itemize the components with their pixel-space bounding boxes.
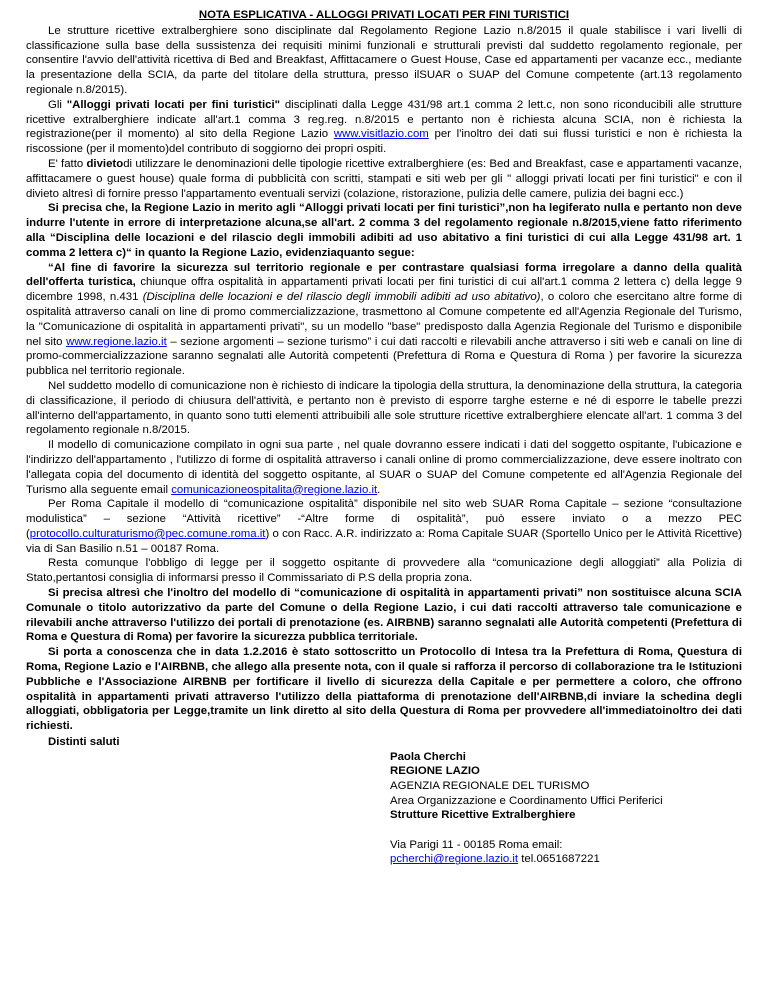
- closing-salutation: Distinti saluti: [48, 736, 120, 749]
- signature-org: REGIONE LAZIO: [390, 765, 480, 778]
- text-run: Per Roma Capitale il modello di “comunicazione ospitalità” disponibile nel sito web SUAR Roma Capitale – sezione “consultazione modulistica” – sezione “Attività ricettive” -“Altre forme di ospitalità”, può essere inviato o a mezzo PEC (: [26, 498, 742, 540]
- signature-block: [390, 750, 742, 867]
- signature-email-link[interactable]: pcherchi@regione.lazio.it: [390, 853, 519, 866]
- italic-text: (Disciplina delle locazioni e del rilascio degli immobili adibiti ad uso abitativo): [142, 291, 541, 304]
- text-run: Gli: [48, 98, 67, 111]
- paragraph-comunicazione: [26, 438, 742, 497]
- bold-text: divieto: [86, 157, 124, 170]
- text-run: E' fatto: [48, 157, 87, 170]
- bold-text: "Alloggi privati locati per fini turistici": [66, 98, 281, 111]
- paragraph-modello: Nel suddetto modello di comunicazione non è richiesto di indicare la tipologia della struttura, la denominazione della struttura, la categoria di classificazione, il periodo di chiusura dell'attività, e pertanto non è previsto di esporre targhe esterne e né di esporre le tabelle prezzi all'interno dell'appartamento, in quanto sono tutti elementi attribuibili alle sole strutture ricettive extralberghiere elencate all'art. 1 comma 3 del regolamento regionale n.8/2015.: [26, 379, 742, 437]
- text-run: di utilizzare le denominazioni delle tipologie ricettive extralberghiere (es: Bed and Breakfast, case e appartamenti vacanze, affittacamere o guest house) quale forma di pubblicità con scritti, stampati e siti web per gli " alloggi privati locati per fini turistici" e con il divieto altresì di fornire presso l'appartamento eventuali servizi (colazione, ristorazione, pulizia delle camere, pulizia dei bagni ecc.): [26, 157, 742, 200]
- paragraph-divieto: [26, 157, 742, 201]
- signature-gap: [390, 823, 742, 838]
- paragraph-roma-capitale: [26, 497, 742, 556]
- text-run: – sezione argomenti – sezione turismo” i cui dati raccolti e rilevabili anche attraverso i siti web e canali on line di promo-commercializzazione saranno segnalati alle Autorità competenti (Prefettura di Roma e Questura di Roma ) per favorire la sicurezza pubblica nel territorio regionale.: [26, 335, 742, 378]
- regione-lazio-link[interactable]: www.regione.lazio.it: [66, 335, 167, 348]
- paragraph-quote: [26, 261, 742, 379]
- text-run: ) o con Racc. A.R. indirizzato a: Roma Capitale SUAR (Sportello Unico per le Attività Ricettive) via di San Basilio n.51 – 00187 Roma.: [26, 527, 742, 555]
- paragraph-precisa: Si precisa che, la Regione Lazio in merito agli “Alloggi privati locati per fini turistici”,non ha legiferato nulla e pertanto non deve indurre l'utente in errore di interpretazione alcuna,se all'art. 2 comma 3 del regolamento regionale n.8/2015,viene fatto riferimento alla “Disciplina delle locazioni e del rilascio degli immobili adibiti ad uso abitativo a fini turistici di cui alla Legge 431/98 art. 1 comma 2 lettera c)“ in quanto la Regione Lazio, evidenziaquanto segue:: [26, 202, 742, 259]
- pec-link[interactable]: protocollo.culturaturismo@pec.comune.roma.it: [29, 527, 266, 540]
- text-run: disciplinati dalla Legge 431/98 art.1 comma 2 lett.c, non sono riconducibili alle strutture ricettive extralberghiere indicate all'art.1 comma 3 reg.reg. n.8/2015 e pertanto non è richiesta alcuna SCIA, non è richiesta la registrazione(per il momento) al sito della Regione Lazio: [26, 98, 743, 141]
- paragraph-precisa-altresi: Si precisa altresì che l'inoltro del modello di “comunicazione di ospitalità in appartamenti privati” non sostituisce alcuna SCIA Comunale o titolo autorizzativo da parte del Comune o della Regione Lazio, i cui dati raccolti attraverso tale comunicazione e rilevabili anche attraverso l'utilizzo dei portali di prenotazione (es. AIRBNB) saranno segnalati alle Autorità competenti (Prefettura di Roma e Questura di Roma) per favorire la sicurezza pubblica territoriale.: [26, 587, 742, 644]
- visitlazio-link[interactable]: www.visitlazio.com: [333, 128, 429, 141]
- signature-area: Area Organizzazione e Coordinamento Uffici Periferici: [390, 794, 663, 807]
- signature-tel: tel.0651687221: [518, 853, 600, 866]
- paragraph-intro: Le strutture ricettive extralberghiere sono disciplinate dal Regolamento Regione Lazio n.8/2015 il quale stabilisce i vari livelli di classificazione sulla base della sussistenza dei requisiti minimi funzionali e strutturali previsti dal suddetto regolamento regionale, per consentire l'avvio dell'attività ricettiva di Bed and Breakfast, Affittacamere o Guest House, Case ed appartamenti per vacanze ecc., mediante la presentazione della SCIA, da parte del titolare della struttura, presso ilSUAR o SUAP del Comune competente (art.13 regolamento regionale n.8/2015).: [26, 24, 742, 96]
- document-body: [26, 8, 742, 867]
- text-run: chiunque offra ospitalità in appartamenti privati locati per fini turistici di cui all'art.1 comma 2 lettera c) della legge 9 dicembre 1998, n.431: [26, 276, 743, 304]
- paragraph-obbligo: Resta comunque l'obbligo di legge per il soggetto ospitante di provvedere alla “comunicazione degli alloggiati” alla Polizia di Stato,pertantosi consiglia di informarsi presso il Commissariato di P.S della propria zona.: [26, 557, 742, 585]
- signature-contact: [390, 852, 742, 867]
- text-run: per l'inoltro dei dati sui flussi turistici e non è richiesta la riscossione (per il momento)del contributo di soggiorno dei propri ospiti.: [26, 128, 742, 156]
- bold-text: “Al fine di favorire la sicurezza sul territorio regionale e per contrastare qualsiasi forma irregolare a danno della qualità dell'offerta turistica,: [26, 261, 742, 289]
- text-run: , o coloro che esercitano altre forme di ospitalità attraverso canali on line di promo commercializzazione, trasmettono al Comune competente ed all'Agenzia Regionale del Turismo, la "Comunicazione di ospitalità in appartamenti privati", su un modello "base" predisposto dalla Agenzia Regionale del Turismo e disponibile nel sito: [26, 291, 742, 348]
- text-run: Il modello di comunicazione compilato in ogni sua parte , nel quale dovranno essere indicati i dati del soggetto ospitante, l'ubicazione e l'indirizzo dell'appartamento , l'utilizzo di forme di ospitalità attraverso i canali online di promo commercializzazione, deve essere inoltrato con l'allegata copia del documento di identità del soggetto ospitante, al SUAR o SUAP del Comune competente ed all'Agenzia Regionale del Turismo alla seguente email: [26, 439, 742, 496]
- paragraph-protocollo: Si porta a conoscenza che in data 1.2.2016 è stato sottoscritto un Protocollo di Intesa tra la Prefettura di Roma, Questura di Roma, Regione Lazio e l'AIRBNB, che allego alla presente nota, con il quale si rafforza il percorso di collaborazione tra le Istituzioni Pubbliche e l'Associazione AIRBNB per fortificare il livello di sicurezza della Capitale e per permettere a coloro, che offrono ospitalità in appartamenti privati attraverso l'utilizzo della piattaforma di prenotazione dell'AIRBNB,di inviare la schedina degli alloggiati, obbligatoria per Legge,tramite un link diretto al sito della Questura di Roma per provvedere all'immediatoinoltro dei dati richiesti.: [26, 646, 742, 733]
- signature-address: Via Parigi 11 - 00185 Roma email:: [390, 838, 563, 851]
- signature-agency: AGENZIA REGIONALE DEL TURISMO: [390, 780, 590, 793]
- paragraph-alloggi-privati: [26, 98, 742, 157]
- email-comunicazione-link[interactable]: comunicazioneospitalita@regione.lazio.it: [171, 483, 378, 496]
- signature-dept: Strutture Ricettive Extralberghiere: [390, 809, 576, 822]
- page-title: NOTA ESPLICATIVA - ALLOGGI PRIVATI LOCATI PER FINI TURISTICI: [198, 9, 570, 21]
- signature-name: Paola Cherchi: [390, 750, 466, 763]
- text-run: .: [377, 483, 381, 496]
